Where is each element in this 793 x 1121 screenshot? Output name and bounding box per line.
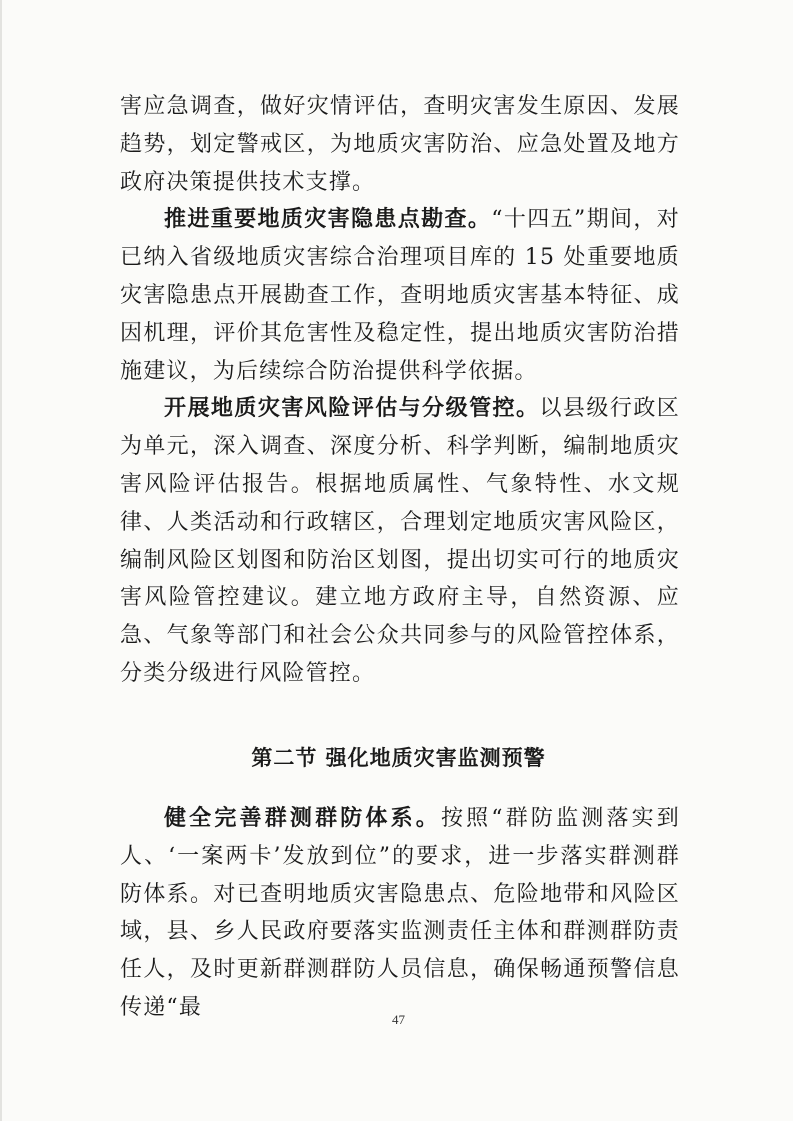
paragraph-hazard-survey — [120, 201, 680, 390]
paragraph-text: 以县级行政区为单元，深入调查、深度分析、科学判断，编制地质灾害风险评估报告。根据地质属性、气象特性、水文规律、人类活动和行政辖区，合理划定地质灾害风险区，编制风险区划图和防治区划图，提出切实可行的地质灾害风险管控建议。建立地方政府主导，自然资源、应急、气象等部门和社会公众共同参与的风险管控体系，分类分级进行风险管控。 — [120, 396, 681, 686]
paragraph-text: 害应急调查，做好灾情评估，查明灾害发生原因、发展趋势，划定警戒区，为地质灾害防治、应急处置及地方政府决策提供技术支撑。 — [120, 94, 680, 195]
paragraph-text: 按照“群防监测落实到人、‘一案两卡’发放到位”的要求，进一步落实群测群防体系。对已查明地质灾害隐患点、危险地带和风险区域，县、乡人民政府要落实监测责任主体和群测群防责任人，及时更新群测群防人员信息，确保畅通预警信息传递“最 — [120, 806, 680, 1020]
paragraph-lead: 开展地质灾害风险评估与分级管控。 — [164, 396, 540, 422]
page-number: 47 — [392, 1012, 405, 1027]
body-text-block — [120, 88, 680, 693]
paragraph-lead: 推进重要地质灾害隐患点勘查。 — [164, 207, 492, 233]
paragraph-continuation — [120, 88, 680, 201]
paragraph-lead: 健全完善群测群防体系。 — [164, 806, 441, 831]
section-heading: 第二节 强化地质灾害监测预警 — [251, 746, 546, 770]
paragraph-mass-monitoring — [120, 800, 680, 1027]
paragraph-risk-assessment — [120, 390, 680, 692]
body-text-block-2 — [120, 800, 680, 1027]
paragraph-text: “十四五”期间，对已纳入省级地质灾害综合治理项目库的 15 处重要地质灾害隐患点开展勘查工作，查明地质灾害基本特征、成因机理，评价其危害性及稳定性，提出地质灾害防治措施建议，为后续综合防治提供科学依据。 — [120, 207, 680, 384]
